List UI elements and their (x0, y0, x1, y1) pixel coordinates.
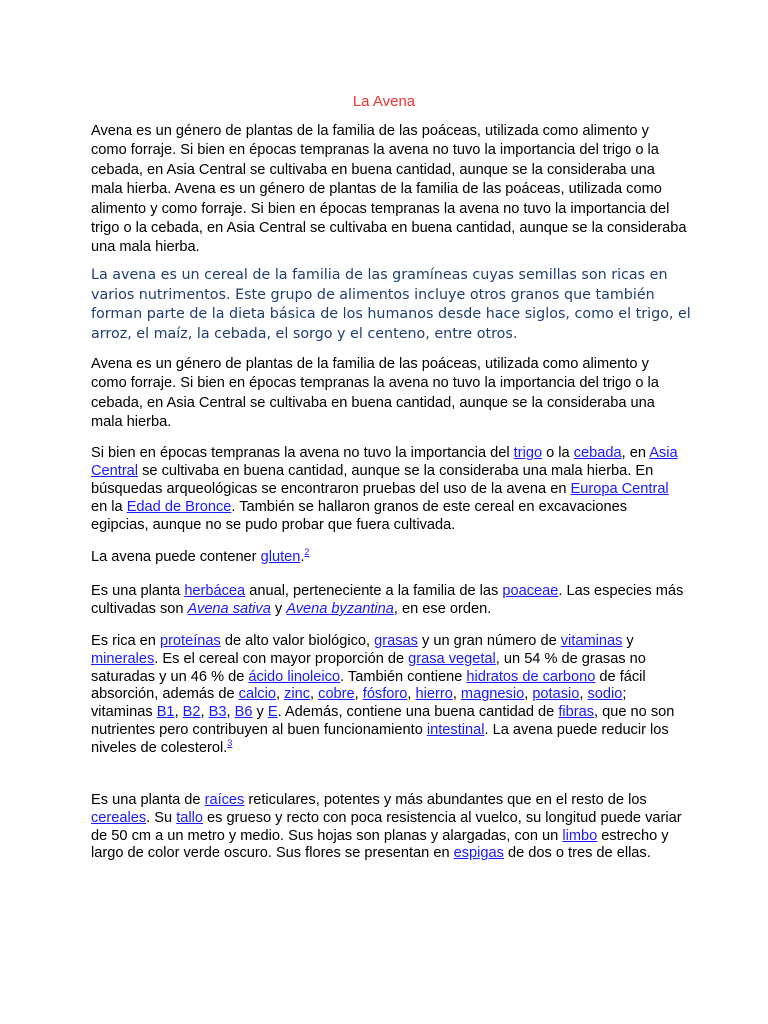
link-sodio[interactable]: sodio (587, 686, 623, 703)
text: . Su (146, 809, 177, 826)
link-cebada[interactable]: cebada (573, 445, 622, 461)
text: , (310, 686, 319, 703)
link-grasa-vegetal[interactable]: grasa vegetal (408, 650, 496, 667)
text: , (275, 686, 285, 703)
text: Si bien en épocas tempranas la avena no tuvo la importancia del (91, 445, 514, 461)
text: o la (542, 445, 574, 461)
link-cereales[interactable]: cereales (91, 809, 147, 826)
text: , un 54 % de grasas no saturadas y un 46 % de (91, 650, 646, 685)
link-poaceae[interactable]: poaceae (502, 583, 559, 599)
text: estrecho y largo de color verde oscuro. Sus flores se presentan en (91, 827, 669, 862)
link-edad-de-bronce[interactable]: Edad de Bronce (126, 499, 232, 515)
text: de fácil absorción, además de (91, 668, 646, 703)
text: , en (621, 445, 650, 461)
text: Es una planta de (91, 792, 205, 808)
paragraph-gluten (91, 548, 687, 566)
text: , (407, 686, 416, 703)
footnote-3-link[interactable]: 3 (227, 737, 233, 748)
text: . También se hallaron granos de este cereal en excavaciones egipcias, aunque no se pudo probar que fuera cultivada. (91, 499, 628, 533)
link-raices[interactable]: raíces (204, 792, 245, 808)
link-tallo[interactable]: tallo (176, 809, 203, 826)
link-vitaminas[interactable]: vitaminas (560, 633, 623, 649)
link-b1[interactable]: B1 (156, 704, 175, 721)
link-b2[interactable]: B2 (182, 704, 201, 721)
link-magnesio[interactable]: magnesio (460, 686, 525, 703)
text: Es rica en (91, 633, 160, 649)
text: , (579, 686, 588, 703)
paragraph-intro: Avena es un género de plantas de la familia de las poáceas, utilizada como alimento y como forraje. Si bien en épocas tempranas la avena no tuvo la importancia del trigo o la cebada, en Asia Central se cultivaba en buena cantidad, aunque se la consideraba una mala hierba. Avena es un género de plantas de la familia de las poáceas, utilizada como alimento y como forraje. Si bien en épocas tempranas la avena no tuvo la importancia del trigo o la cebada, en Asia Central se cultivaba en buena cantidad, aunque se la consideraba una mala hierba. (91, 123, 687, 256)
text: . Es el cereal con mayor proporción de (154, 650, 409, 667)
link-herbacea[interactable]: herbácea (184, 583, 246, 599)
text: se cultivaba en buena cantidad, aunque se la consideraba una mala hierba. En búsquedas arqueológicas se encontraron pruebas del uso de la avena en (91, 463, 654, 497)
link-gluten[interactable]: gluten (260, 549, 301, 565)
text: y un gran número de (417, 633, 561, 649)
link-e[interactable]: E (267, 704, 278, 721)
link-proteinas[interactable]: proteínas (159, 633, 221, 649)
paragraph-morphology (91, 792, 687, 863)
link-b3[interactable]: B3 (208, 704, 227, 721)
link-zinc[interactable]: zinc (284, 686, 311, 703)
text: . (300, 549, 305, 565)
text: La avena puede contener (91, 549, 261, 565)
link-espigas[interactable]: espigas (453, 845, 504, 862)
link-hierro[interactable]: hierro (415, 686, 453, 703)
text: en la (91, 499, 127, 515)
page-title: La Avena (352, 93, 416, 110)
text: de dos o tres de ellas. (503, 845, 651, 862)
link-minerales[interactable]: minerales (91, 650, 155, 667)
link-avena-byzantina[interactable]: Avena byzantina (286, 601, 394, 617)
link-b6[interactable]: B6 (234, 704, 253, 721)
link-acido-linoleico[interactable]: ácido linoleico (248, 668, 341, 685)
link-potasio[interactable]: potasio (532, 686, 580, 703)
text: anual, perteneciente a la familia de las (245, 583, 503, 599)
text: reticulares, potentes y más abundantes que en el resto de los (244, 792, 647, 808)
text: y (622, 633, 634, 649)
paragraph-history (91, 444, 687, 534)
text: . Además, contiene una buena cantidad de (277, 704, 559, 721)
link-avena-sativa[interactable]: Avena sativa (187, 601, 271, 617)
text: Es una planta (91, 583, 185, 599)
paragraph-repeat: Avena es un género de plantas de la familia de las poáceas, utilizada como alimento y como forraje. Si bien en épocas tempranas la avena no tuvo la importancia del trigo o la cebada, en Asia Central se cultivaba en buena cantidad, aunque se la consideraba una mala hierba. (91, 356, 659, 431)
text: y (252, 704, 268, 721)
link-fosforo[interactable]: fósforo (362, 686, 408, 703)
text: , (452, 686, 461, 703)
paragraph-species (91, 582, 687, 618)
link-europa-central[interactable]: Europa Central (570, 481, 669, 497)
link-limbo[interactable]: limbo (562, 827, 598, 844)
text: , (354, 686, 363, 703)
text: de alto valor biológico, (220, 633, 375, 649)
paragraph-highlight: La avena es un cereal de la familia de las gramíneas cuyas semillas son ricas en varios nutrimentos. Este grupo de alimentos incluye otros granos que también forman parte de la dieta básica de los humanos desde hace siglos, como el trigo, el arroz, el maíz, la cebada, el sorgo y el centeno, entre otros. (91, 267, 691, 342)
text: . También contiene (340, 668, 467, 685)
link-intestinal[interactable]: intestinal (426, 721, 485, 738)
link-grasas[interactable]: grasas (374, 633, 418, 649)
text: , que no son nutrientes pero contribuyen al buen funcionamiento (91, 704, 675, 738)
text: . Las especies más cultivadas son (91, 583, 684, 617)
link-hidratos-de-carbono[interactable]: hidratos de carbono (466, 668, 596, 685)
footnote-2-link[interactable]: 2 (304, 547, 310, 557)
text: es grueso y recto con poca resistencia al vuelco, su longitud puede variar de 50 cm a un metro y medio. Sus hojas son planas y alargadas, con un (91, 809, 682, 844)
link-fibras[interactable]: fibras (558, 704, 595, 721)
text: , (174, 704, 183, 721)
text: ; vitaminas (91, 686, 627, 721)
paragraph-nutrition (91, 633, 687, 758)
text: . La avena puede reducir los niveles de colesterol. (91, 721, 669, 756)
text: , (200, 704, 209, 721)
text: y (270, 601, 287, 617)
link-cobre[interactable]: cobre (318, 686, 355, 703)
text: , (226, 704, 235, 721)
text: , (524, 686, 533, 703)
text: , en ese orden. (393, 601, 492, 617)
link-calcio[interactable]: calcio (238, 686, 276, 703)
link-asia-central[interactable]: Asia Central (91, 445, 678, 479)
link-trigo[interactable]: trigo (513, 445, 543, 461)
